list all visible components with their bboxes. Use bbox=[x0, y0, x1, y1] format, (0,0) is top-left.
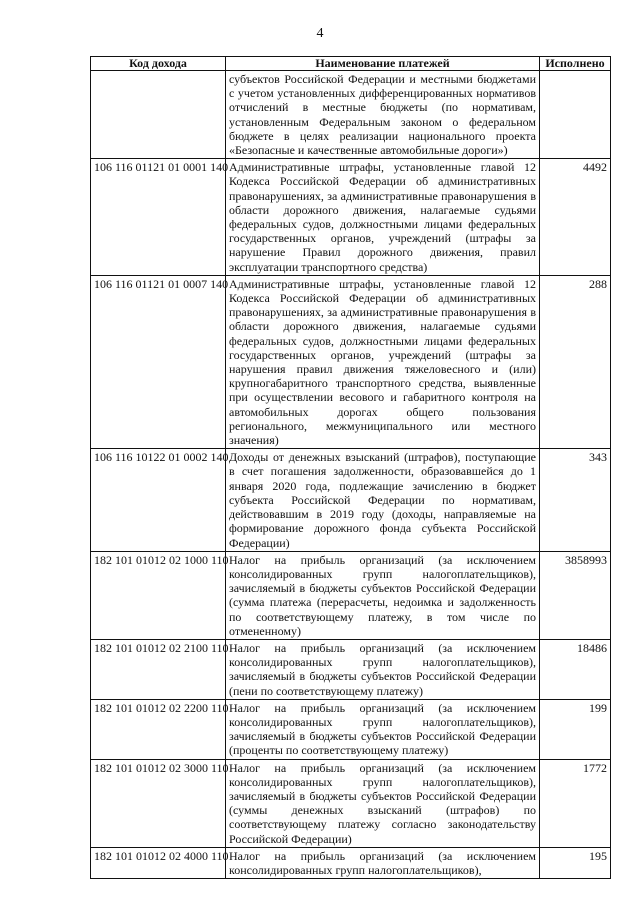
column-header-amount: Исполнено bbox=[540, 57, 611, 71]
payment-name-cell: Налог на прибыль организаций (за исключением консолидированных групп налогоплательщиков), зачисляемый в бюджеты субъектов Российской Федерации (суммы денежных взысканий (штрафов) по соответствующему платежу согласно законодательству Российской Федерации) bbox=[226, 759, 540, 847]
executed-amount-cell: 343 bbox=[540, 449, 611, 551]
payment-name-cell: Налог на прибыль организаций (за исключением консолидированных групп налогоплательщиков), зачисляемый в бюджеты субъектов Российской Федерации (проценты по соответствующему платежу) bbox=[226, 699, 540, 759]
executed-amount-cell bbox=[540, 71, 611, 159]
executed-amount-cell: 199 bbox=[540, 699, 611, 759]
table-row bbox=[91, 759, 611, 847]
revenue-execution-table bbox=[90, 56, 611, 879]
page-number: 4 bbox=[316, 26, 324, 41]
revenue-code-cell: 182 101 01012 02 1000 110 bbox=[91, 551, 226, 639]
table-row bbox=[91, 449, 611, 551]
revenue-code-cell: 182 101 01012 02 3000 110 bbox=[91, 759, 226, 847]
payment-name-cell: Административные штрафы, установленные главой 12 Кодекса Российской Федерации об административных правонарушениях, за административные правонарушения в области дорожного движения, налагаемые судьями федеральных судов, должностными лицами федеральных государственных органов, учреждений (штрафы за нарушение Правил дорожного движения, правил эксплуатации транспортного средства) bbox=[226, 159, 540, 276]
table-row bbox=[91, 847, 611, 878]
payment-name-cell: Налог на прибыль организаций (за исключением консолидированных групп налогоплательщиков), зачисляемый в бюджеты субъектов Российской Федерации (сумма платежа (перерасчеты, недоимка и задолженность по соответствующему платежу, в том числе по отмененному) bbox=[226, 551, 540, 639]
column-header-code: Код дохода bbox=[91, 57, 226, 71]
table-row bbox=[91, 551, 611, 639]
payment-name-cell: Административные штрафы, установленные главой 12 Кодекса Российской Федерации об административных правонарушениях, за административные правонарушения в области дорожного движения, налагаемые судьями федеральных судов, должностными лицами федеральных государственных органов, учреждений (штрафы за нарушения правил движения тяжеловесного и (или) крупногабаритного транспортного средства, выявленные при осуществлении весового и габаритного контроля на автомобильных дорогах общего пользования регионального, межмуниципального или местного значения) bbox=[226, 275, 540, 448]
revenue-code-cell: 106 116 10122 01 0002 140 bbox=[91, 449, 226, 551]
executed-amount-cell: 4492 bbox=[540, 159, 611, 276]
executed-amount-cell: 18486 bbox=[540, 639, 611, 699]
revenue-code-cell bbox=[91, 71, 226, 159]
executed-amount-cell: 3858993 bbox=[540, 551, 611, 639]
payment-name-cell: Налог на прибыль организаций (за исключением консолидированных групп налогоплательщиков), bbox=[226, 847, 540, 878]
payment-name-cell: Налог на прибыль организаций (за исключением консолидированных групп налогоплательщиков), зачисляемый в бюджеты субъектов Российской Федерации (пени по соответствующему платежу) bbox=[226, 639, 540, 699]
revenue-code-cell: 182 101 01012 02 2200 110 bbox=[91, 699, 226, 759]
table-header-row bbox=[91, 57, 611, 71]
table-row bbox=[91, 71, 611, 159]
table-row bbox=[91, 639, 611, 699]
payment-name-cell: Доходы от денежных взысканий (штрафов), поступающие в счет погашения задолженности, образовавшейся до 1 января 2020 года, подлежащие зачислению в бюджет субъекта Российской Федерации по нормативам, действовавшим в 2019 году (доходы, направляемые на формирование дорожного фонда субъекта Российской Федерации) bbox=[226, 449, 540, 551]
revenue-code-cell: 106 116 01121 01 0007 140 bbox=[91, 275, 226, 448]
table-row bbox=[91, 159, 611, 276]
executed-amount-cell: 195 bbox=[540, 847, 611, 878]
table-row bbox=[91, 275, 611, 448]
executed-amount-cell: 1772 bbox=[540, 759, 611, 847]
revenue-code-cell: 182 101 01012 02 2100 110 bbox=[91, 639, 226, 699]
table-row bbox=[91, 699, 611, 759]
revenue-code-cell: 106 116 01121 01 0001 140 bbox=[91, 159, 226, 276]
payment-name-cell: субъектов Российской Федерации и местными бюджетами с учетом установленных дифференцированных нормативов отчислений в местные бюджеты (по нормативам, установленным Федеральным законом о федеральном бюджете в целях реализации национального проекта «Безопасные и качественные автомобильные дороги») bbox=[226, 71, 540, 159]
executed-amount-cell: 288 bbox=[540, 275, 611, 448]
column-header-name: Наименование платежей bbox=[226, 57, 540, 71]
revenue-code-cell: 182 101 01012 02 4000 110 bbox=[91, 847, 226, 878]
